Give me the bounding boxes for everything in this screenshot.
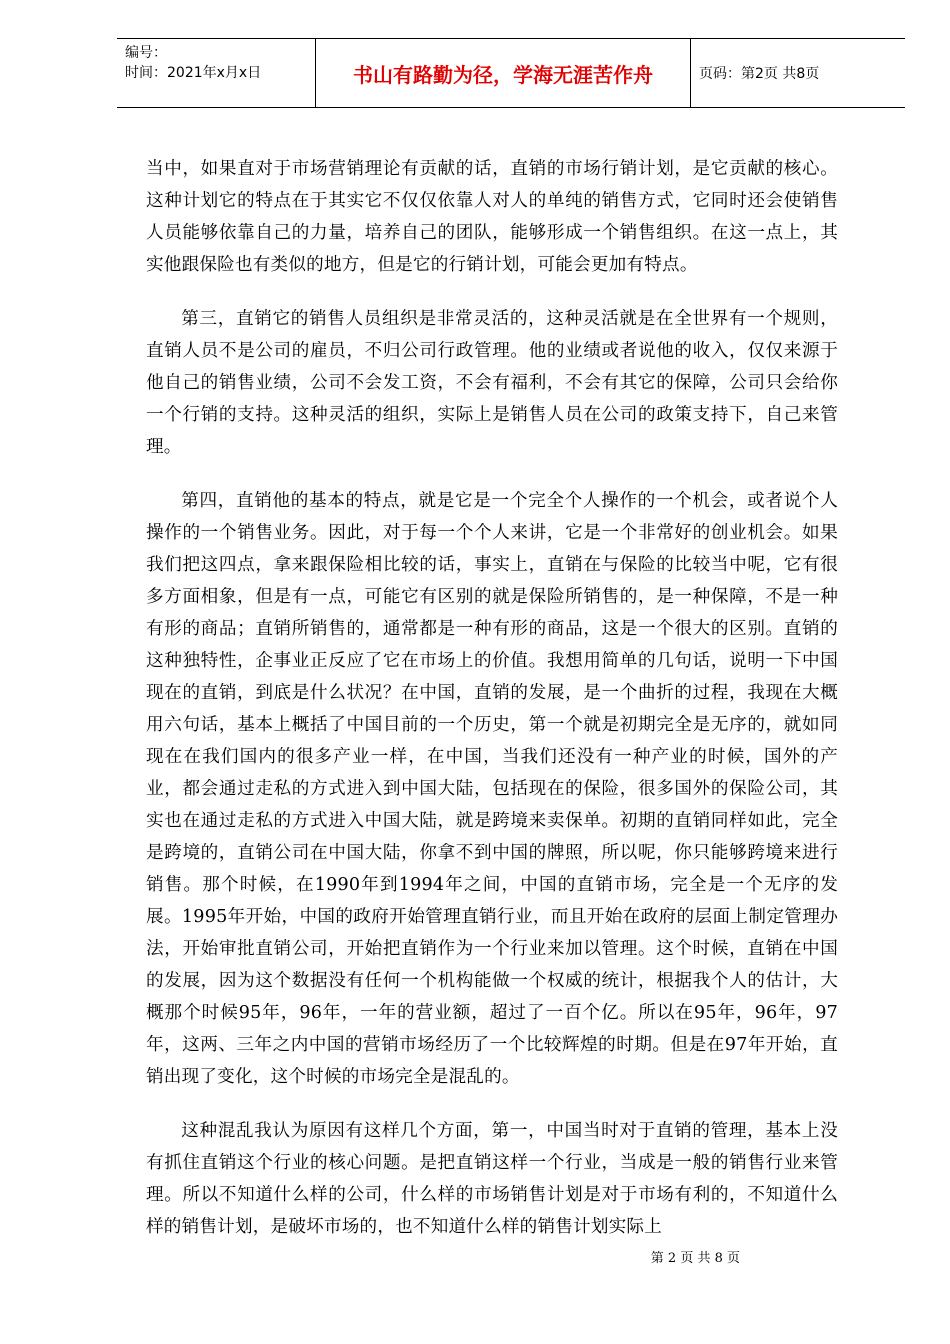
page-header <box>117 38 905 108</box>
number-label: 编号： <box>125 45 167 61</box>
paragraph: 这种混乱我认为原因有这样几个方面，第一，中国当时对于直销的管理，基本上没有抓住直销这个行业的核心问题。是把直销这样一个行业，当成是一般的销售行业来管理。所以不知道什么样的公司，什么样的市场销售计划是对于市场有利的，不知道什么样的销售计划，是破坏市场的，也不知道什么样的销售计划实际上 <box>146 1121 838 1237</box>
header-page-label: 页码：第2页 共8页 <box>699 66 820 82</box>
header-motto: 书山有路勤为径，学海无涯苦作舟 <box>316 39 691 107</box>
paragraph: 当中，如果直对于市场营销理论有贡献的话，直销的市场行销计划，是它贡献的核心。这种计划它的特点在于其实它不仅仅依靠人对人的单纯的销售方式，它同时还会使销售人员能够依靠自己的力量，培养自己的团队，能够形成一个销售组织。在这一点上，其实他跟保险也有类似的地方，但是它的行销计划，可能会更加有特点。 <box>146 159 838 275</box>
document-body <box>146 153 838 1265</box>
time-label: 时间：2021年x月x日 <box>125 65 262 81</box>
page-footer: 第 2 页 共 8 页 <box>650 1251 740 1266</box>
paragraph: 第四，直销他的基本的特点，就是它是一个完全个人操作的一个机会，或者说个人操作的一个销售业务。因此，对于每一个个人来讲，它是一个非常好的创业机会。如果我们把这四点，拿来跟保险相比较的话，事实上，直销在与保险的比较当中呢，它有很多方面相象，但是有一点，可能它有区别的就是保险所销售的，是一种保障，不是一种有形的商品；直销所销售的，通常都是一种有形的商品，这是一个很大的区别。直销的这种独特性，企事业正反应了它在市场上的价值。我想用简单的几句话，说明一下中国现在的直销，到底是什么状况？在中国，直销的发展，是一个曲折的过程，我现在大概用六句话，基本上概括了中国目前的一个历史，第一个就是初期完全是无序的，就如同现在在我们国内的很多产业一样，在中国，当我们还没有一种产业的时候，国外的产业，都会通过走私的方式进入到中国大陆，包括现在的保险，很多国外的保险公司，其实也在通过走私的方式进入中国大陆，就是跨境来卖保单。初期的直销同样如此，完全是跨境的，直销公司在中国大陆，你拿不到中国的牌照，所以呢，你只能够跨境来进行销售。那个时候，在1990年到1994年之间，中国的直销市场，完全是一个无序的发展。1995年开始，中国的政府开始管理直销行业，而且开始在政府的层面上制定管理办法，开始审批直销公司，开始把直销作为一个行业来加以管理。这个时候，直销在中国的发展，因为这个数据没有任何一个机构能做一个权威的统计，根据我个人的估计，大概那个时候95年，96年，一年的营业额，超过了一百个亿。所以在95年，96年，97年，这两、三年之内中国的营销市场经历了一个比较辉煌的时期。但是在97年开始，直销出现了变化，这个时候的市场完全是混乱的。 <box>146 491 838 1087</box>
paragraph: 第三，直销它的销售人员组织是非常灵活的，这种灵活就是在全世界有一个规则，直销人员不是公司的雇员，不归公司行政管理。他的业绩或者说他的收入，仅仅来源于他自己的销售业绩，公司不会发工资，不会有福利，不会有其它的保障，公司只会给你一个行销的支持。这种灵活的组织，实际上是销售人员在公司的政策支持下，自己来管理。 <box>146 309 838 457</box>
header-meta <box>117 39 316 107</box>
